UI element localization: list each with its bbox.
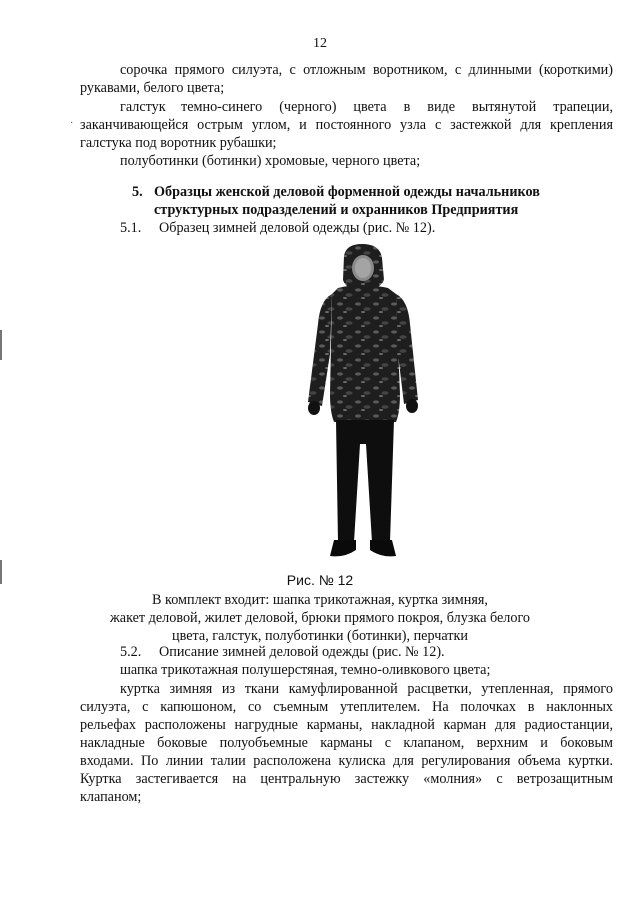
paragraph-tie-line: заканчивающейся острым углом, и постоянного узла с застежкой для крепления <box>80 117 613 133</box>
subsection-title: Образец зимней деловой одежды (рис. № 12). <box>159 220 436 236</box>
scan-edge-mark <box>0 330 2 360</box>
paragraph-jacket-line: Куртка застегивается на центральную застежку «молния» с ветрозащитным <box>80 771 613 787</box>
scan-dot-mark: · <box>70 118 74 129</box>
kit-line: жакет деловой, жилет деловой, брюки прямого покроя, блузка белого <box>109 610 531 626</box>
kit-line: цвета, галстук, полуботинки (ботинки), перчатки <box>172 628 468 644</box>
subsection-number: 5.1. <box>120 220 142 236</box>
tie-line-rest: темно-синего (черного) цвета в виде вытянутой трапеции, <box>181 99 613 115</box>
tie-word: галстук <box>120 99 166 115</box>
paragraph-jacket-line: силуэта, с капюшоном, со съемным утеплителем. На полочках в наклонных <box>80 699 613 715</box>
paragraph-hat: шапка трикотажная полушерстяная, темно-оливкового цвета; <box>120 662 491 678</box>
page-number: 12 <box>313 36 327 51</box>
paragraph-jacket-line: накладные боковые полуобъемные карманы с клапаном, верхним и боковым <box>80 735 613 751</box>
paragraph-shirt-line: рукавами, белого цвета; <box>80 80 225 96</box>
figure-caption: Рис. № 12 <box>286 572 354 588</box>
paragraph-jacket-line: клапаном; <box>80 789 142 805</box>
paragraph-jacket-line: куртка зимняя из ткани камуфлированной расцветки, утепленная, прямого <box>120 681 613 697</box>
subsection-title: Описание зимней деловой одежды (рис. № 12). <box>159 644 445 660</box>
section-title-line: Образцы женской деловой форменной одежды начальников <box>154 184 540 200</box>
section-title-line: структурных подразделений и охранников Предприятия <box>154 202 519 218</box>
winter-uniform-figure <box>300 244 440 566</box>
paragraph-jacket-line: рельефах расположены нагрудные карманы, накладной карман для радиостанции, <box>80 717 613 733</box>
kit-line: В комплект входит: шапка трикотажная, куртка зимняя, <box>152 592 488 608</box>
subsection-number: 5.2. <box>120 644 142 660</box>
paragraph-shoes: полуботинки (ботинки) хромовые, черного цвета; <box>120 153 421 169</box>
section-number: 5. <box>132 184 143 200</box>
paragraph-jacket-line: входами. По линии талии расположена кулиска для регулирования объема куртки. <box>80 753 613 769</box>
paragraph-shirt-line: сорочка прямого силуэта, с отложным воротником, с длинными (короткими) <box>120 62 613 78</box>
paragraph-tie-line: галстука под воротник рубашки; <box>80 135 277 151</box>
